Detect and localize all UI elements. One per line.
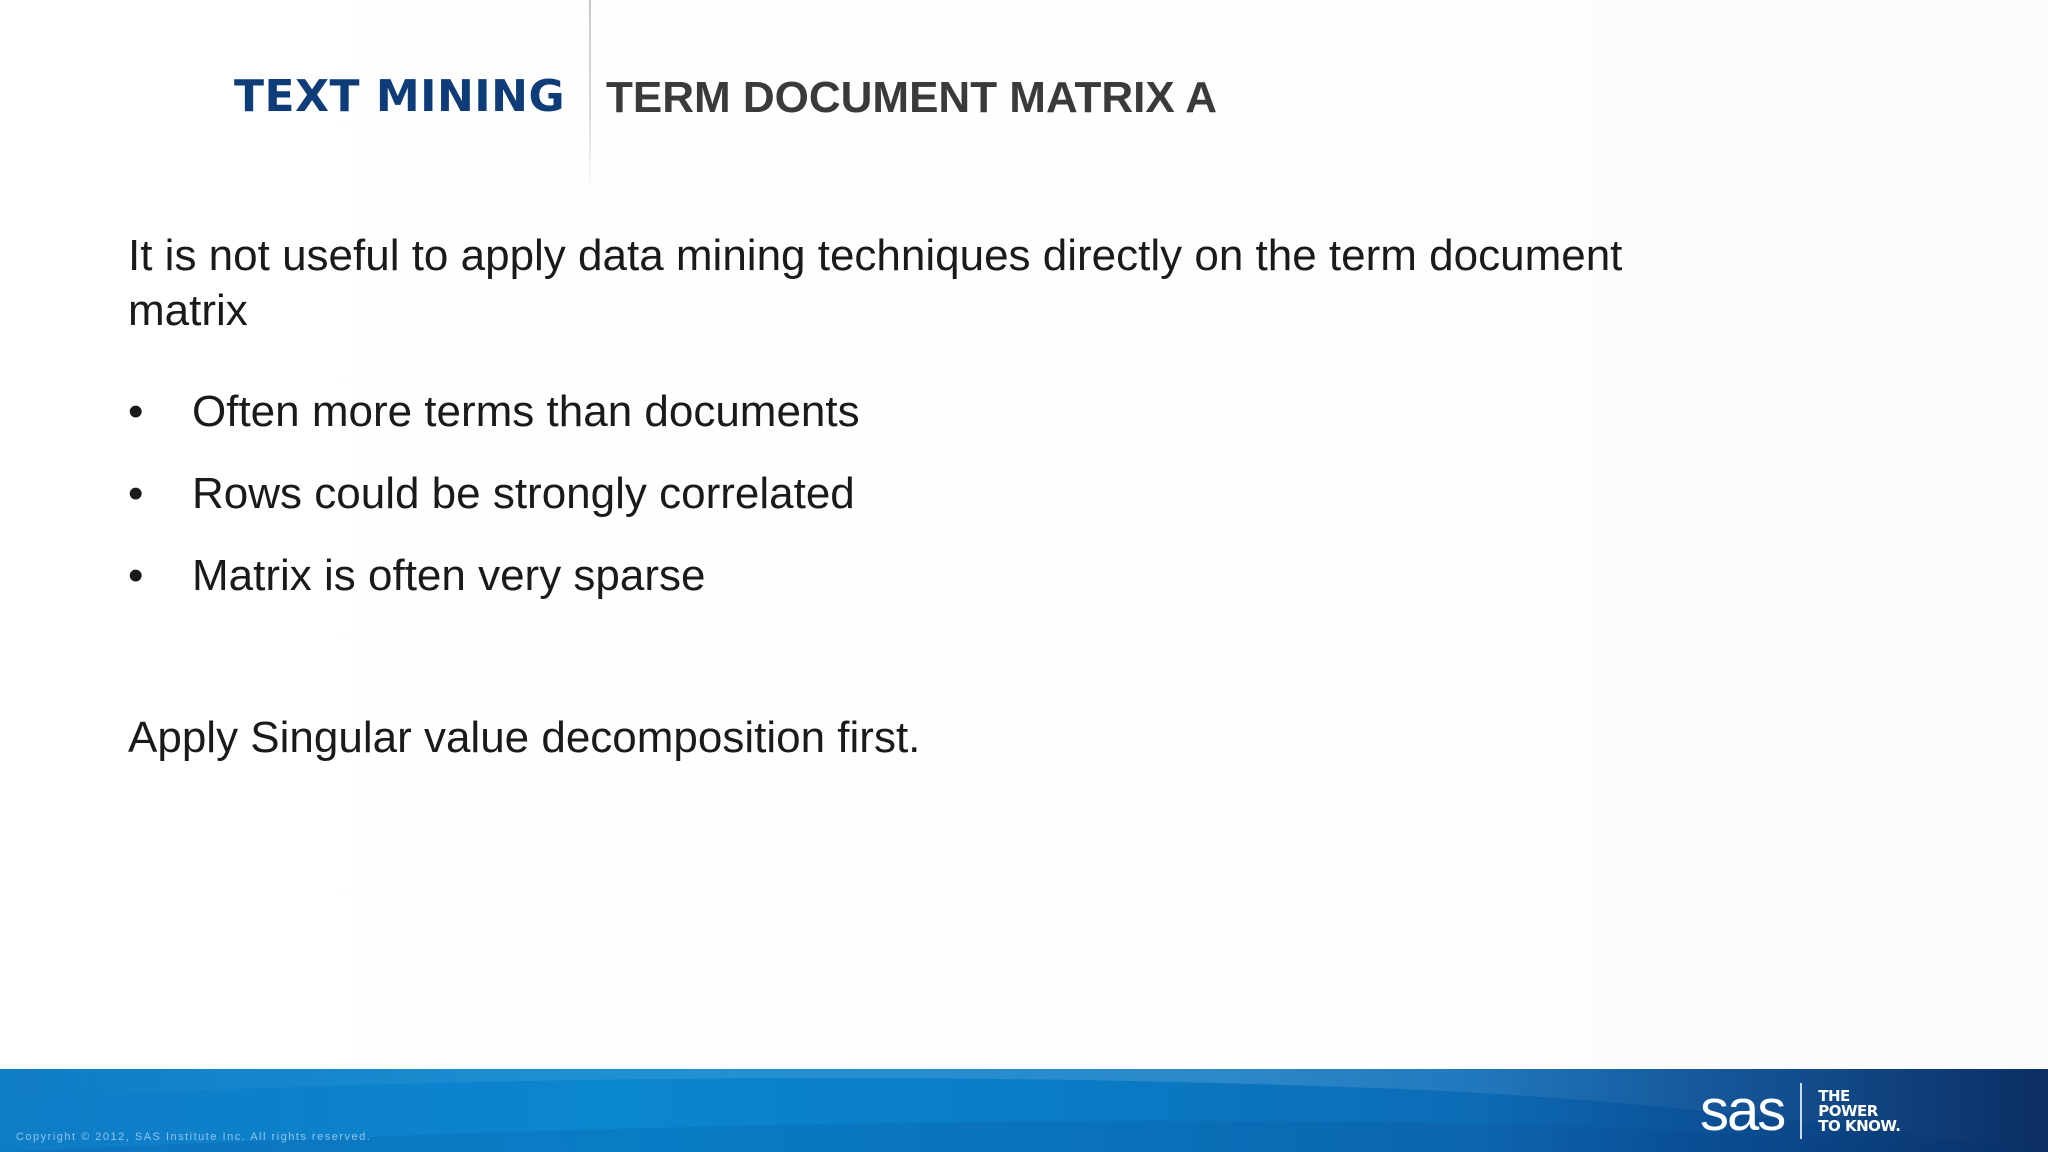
bullet-text: Rows could be strongly correlated [192,469,855,518]
sas-logo-wordmark: sas [1700,1078,1785,1143]
sas-tagline [1818,1086,1901,1135]
logo-divider [1800,1083,1802,1139]
section-label: TEXT MINING [234,71,566,122]
bullet-glyph: • [128,551,144,600]
header-divider [589,0,591,195]
bullet-glyph: • [128,469,144,518]
bullet-item [128,548,1728,603]
bullet-text: Matrix is often very sparse [192,551,706,600]
slide-content [128,228,1728,762]
bullet-item [128,384,1728,439]
tagline-line: TO KNOW. [1818,1116,1901,1135]
slide-header [0,0,2048,195]
intro-paragraph: It is not useful to apply data mining techniques directly on the term document matrix [128,231,1623,335]
bullet-item [128,466,1728,521]
tagline-line: THE [1818,1086,1850,1105]
copyright-text: Copyright © 2012, SAS Institute Inc. All rights reserved. [16,1131,372,1143]
bullet-text: Often more terms than documents [192,387,860,436]
tagline-line: POWER [1818,1101,1878,1120]
conclusion-paragraph: Apply Singular value decomposition first. [128,713,921,762]
bullet-glyph: • [128,387,144,436]
slide-title: TERM DOCUMENT MATRIX A [606,73,1218,122]
sas-logo [1700,1078,1901,1143]
bullet-list [128,384,1728,603]
footer-bar [0,1069,2048,1152]
